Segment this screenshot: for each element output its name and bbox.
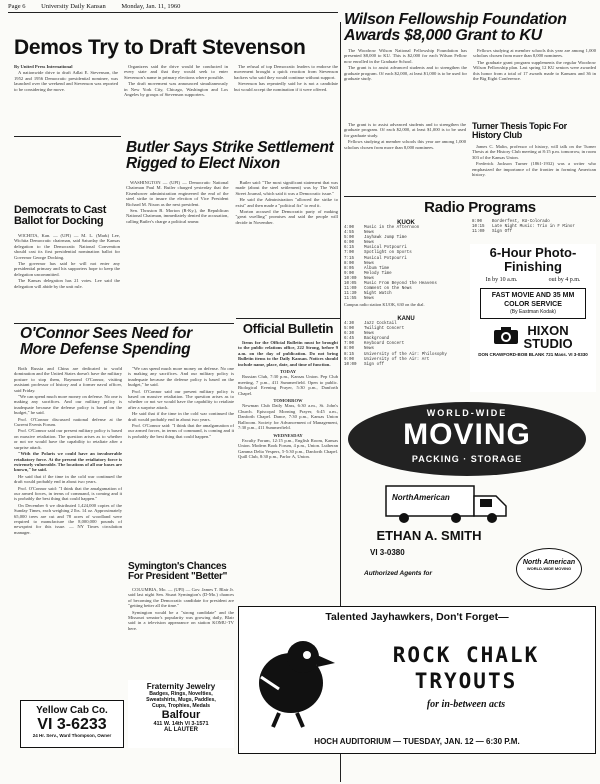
station-label: KANU (397, 316, 415, 322)
story-paragraph: "We can spend much more money on defense. No one is making any sacrifices. And our military policy is inadequate because the defense policy is based on the budget," he said. (14, 394, 122, 416)
bulletin-items: Russian Club, 7:30 p.m., Kansas Union. Pep Club meeting, 7 p.m., 411 Summerfield. Open to public. Biological Evening Prayer, 5:30 p.m., Danforth Chapel. (238, 374, 338, 396)
story-paragraph: A nationwide drive to draft Adlai E. Stevenson, the 1952 and 1956 Democratic presidential nominee, was launched over the weekend and Stevenson was reported to be considering the move. (14, 70, 118, 92)
tryouts-title: TRYOUTS (414, 669, 518, 693)
radio-show: News (364, 347, 375, 352)
story-paragraph: Prof. O'Connor said: "I think that the amalgamation of our armed forces, in terms of command, is coming and it is probably the best thing that could happen." (14, 485, 122, 502)
radio-kuok (344, 220, 468, 308)
turner-story (472, 144, 596, 194)
balfour-address: 411 W. 14th VI 3-1571 (153, 721, 209, 727)
masthead-rule (8, 12, 338, 13)
six-hour-title: 6-Hour Photo-Finishing (489, 245, 577, 274)
radio-time: 9:00 (344, 271, 355, 276)
radio-time: 6:00 (344, 241, 355, 246)
radio-listing (472, 230, 596, 235)
stevenson-byline: By United Press International (14, 64, 73, 69)
radio-title: Radio Programs (424, 199, 536, 216)
story-paragraph: The grant is to assist advanced students and to strengthen the graduate program. Of each $2,000, at least $1,000 is to be used for graduate study. (344, 122, 466, 138)
radio-show: Background (364, 337, 390, 342)
radio-show: Keyboard Concert (364, 342, 405, 347)
radio-show: University of the Air: Philosophy (364, 352, 447, 357)
story-paragraph: The Kansas delegation has 21 votes. Lee said the delegation will abide by the unit rule. (14, 278, 120, 289)
radio-show: Music in the Afternoon (364, 226, 420, 230)
radio-show: News (364, 297, 375, 302)
issue-date: Monday, Jan. 11, 1960 (121, 3, 181, 10)
radio-show: Album Time (364, 266, 390, 271)
yellow-cab-ad (20, 700, 124, 748)
radio-time: 11:55 (344, 297, 357, 302)
oconnor-story-cont (128, 366, 234, 556)
rock-chalk-ad (238, 606, 596, 754)
radio-show: Borderfest, KU-Colorado (492, 220, 550, 224)
radio-time: 11:30 (344, 292, 357, 297)
radio-time: 6:30 (344, 332, 355, 337)
badge-name: North American (522, 559, 576, 566)
rock-chalk-sub: for in-between acts (426, 699, 506, 710)
world-wide-label: WORLD-WIDE (426, 408, 508, 418)
radio-show: Late Night Music: Trio in F Minor (492, 225, 575, 230)
story-paragraph: Prof. O'Connor discussed national defense at the Current Events Forum. (14, 416, 122, 428)
symington-story (128, 587, 234, 675)
wilson-headline: Wilson Fellowship Foundation Awards $8,000 Grant to KU (344, 11, 567, 45)
yellow-cab-address: 24 Hr. Serv., Ward Thompson, Owner (32, 733, 112, 738)
radio-show: Musical Potpourri (364, 246, 407, 251)
kodak-note: (By Eastman Kodak) (510, 309, 556, 315)
radio-show: News (364, 231, 375, 236)
moving-label: MOVING (403, 418, 531, 451)
story-paragraph: He said the Administration "allowed the strike to exist" and then made a "political fix" to end it. (235, 197, 338, 208)
balfour-line: Badges, Rings, Novelties, (149, 691, 213, 697)
radio-show: Jazz Cocktail (364, 322, 397, 326)
packing-storage-label: PACKING · STORAGE (411, 454, 523, 464)
bulletin-items: Faculty Forum, 12:15 p.m., English Room, Kansas Union. Modern Book Forum, 4 p.m., Union. Lutheran Gamma Delta Vespers, 5-5:30 p.m., Danforth Chapel. Quill Club, 8:30 p.m., Parlor A, Union. (238, 437, 338, 460)
film-service: FAST MOVIE AND 35 MM COLOR SERVICE (491, 292, 575, 308)
radio-time: 10:00 (344, 362, 357, 367)
divider (236, 318, 340, 319)
story-paragraph: "With the Polaris we could have an invulnerable retaliatory force. At the present the retaliatory force is extremely vulnerable. The locations of all our bases are known," he said. (14, 451, 122, 473)
story-paragraph: WASHINGTON — (UPI) — Democratic National Chairman Paul M. Butler charged yesterday that the Eisenhower administration engineered the end of the steel strike to insure the election of Vice President Richard M. Nixon as the next president. (126, 180, 229, 207)
rock-chalk-tagline: Talented Jayhawkers, Don't Forget— (325, 611, 509, 623)
six-hour-ad (470, 244, 596, 392)
turner-headline: Turner Thesis Topic For History Club (472, 121, 567, 141)
bulletin-day: TOMORROW (273, 398, 303, 404)
radio-time: 11:00 (344, 287, 357, 292)
symington-headline: Symington's Chances For President "Better" (128, 561, 228, 583)
radio-show: Night Watch (364, 292, 392, 297)
divider (344, 196, 596, 197)
story-paragraph: The governor has said he will not enter any presidential primary and his supporters hope to keep the delegation uncommitted. (14, 261, 120, 277)
radio-time: 10:15 (472, 225, 485, 230)
radio-show: Spotlight on Sports (364, 251, 412, 256)
story-paragraph: Prof. O'Connor said our present military policy is based on massive retaliation. The question arises as to whether or not we would have the capability to retaliate after a surprise attack. (14, 428, 122, 450)
paper-name: University Daily Kansan (41, 3, 106, 10)
radio-show: Comment on the News (364, 287, 412, 292)
radio-show: Music From Beyond the Heavens (364, 282, 437, 287)
balfour-name: Balfour (161, 709, 201, 721)
story-paragraph: Stevenson has repeatedly said he is not a candidate but would accept the nomination if it were offered. (234, 81, 338, 92)
balfour-ad (128, 680, 234, 748)
story-paragraph: Sen. Thruston B. Morton (R-Ky.), the Republican National Chairman, immediately denied the accusation, calling Butler's charge a political smear. (126, 208, 229, 224)
radio-show: News (364, 261, 375, 266)
rock-chalk-title: ROCK CHALK (392, 643, 540, 667)
radio-show: Melody Time (364, 271, 392, 276)
agent-phone: VI 3-0380 (370, 548, 405, 557)
authorized-agents: Authorized Agents for (364, 570, 433, 577)
jayhawk-icon (251, 629, 337, 733)
radio-right (472, 220, 596, 235)
camera-icon (493, 325, 519, 349)
story-paragraph: The graduate grant program supplements the regular Woodrow Wilson Fellowship plan. Last spring 12 KU seniors were awarded this honor from a total of 17 awards made to Kansans and 36 in the Big Eight Conference. (473, 59, 596, 82)
radio-show: Sign Off (492, 230, 513, 235)
story-paragraph: "We can spend much more money on defense. No one is making any sacrifices. And our military policy is inadequate because the defense policy is based on the budget," he said. (128, 366, 234, 388)
story-paragraph: Fellows studying at member schools this year are among 1,000 scholars chosen from more than 8,000 nominees. (473, 48, 596, 59)
story-paragraph: On December 6 we distributed 1,424,000 copies of the Sunday Times, each weighing 2 lbs. 14 oz. Approximately 65,000 trees are cut and 78 acres of woodland were required to manufacture the 8,000,000 pounds of newsprint for this issue. — NY Times circulation manager. (14, 502, 122, 535)
radio-time: 8:00 (472, 220, 483, 224)
agent-name: ETHAN A. SMITH (376, 528, 482, 543)
radio-time: 8:15 (344, 352, 355, 357)
north-american-badge (516, 548, 582, 590)
bulletin-day: TODAY (279, 369, 297, 375)
story-paragraph: The Woodrow Wilson National Fellowship Foundation has presented $8,000 to KU. This is $2,000 for each Wilson Fellow now enrolled in the Graduate School. (344, 48, 467, 64)
bulletin-body (238, 340, 338, 602)
democrats-headline: Democrats to Cast Ballot for Docking (14, 204, 107, 228)
oconnor-headline: O'Connor Sees Need for More Defense Spending (20, 325, 192, 358)
story-paragraph: WICHITA, Kan. — (UPI) — M. L. (Mark) Lee, Wichita Democratic chairman, said Saturday the Kansas delegation to the Democratic National Convention should cast its first presidential nomination ballot for Governor George Docking. (14, 233, 120, 260)
story-paragraph: Fellows studying at member schools this year are among 1,000 scholars chosen from more than 8,000 nominees. (344, 139, 466, 150)
radio-time: 4:30 (344, 322, 355, 326)
story-paragraph: Prof. O'Connor said: "I think that the amalgamation of our armed forces, in terms of command, is coming and it is probably the best thing that could happen." (128, 423, 234, 439)
radio-time: 10:00 (344, 276, 357, 281)
balfour-line: Sweatshirts, Mugs, Paddles, (146, 697, 216, 703)
kuok-note: Campus radio station KUOK, 630 on the dial. (344, 302, 425, 308)
butler-headline: Butler Says Strike Settlement Rigged to Elect Nixon (126, 139, 334, 172)
radio-time: 7:15 (344, 256, 355, 261)
radio-time: 10:05 (344, 282, 357, 287)
story-paragraph: Symington would be a "strong candidate" and the Missouri senator's popularity was growing daily, Blair said in a television appearance on station KOMU-TV here. (128, 609, 234, 631)
moving-ad (344, 398, 596, 604)
bulletin-day: WEDNESDAY (273, 432, 303, 438)
balfour-line: Cups, Trophies, Medals (152, 703, 210, 709)
stevenson-headline: Demos Try to Draft Stevenson (14, 36, 306, 59)
democrats-story (14, 233, 120, 323)
hixon-studio: HIXON STUDIO (523, 323, 573, 351)
radio-time: 9:00 (344, 357, 355, 362)
stevenson-story (14, 64, 338, 198)
radio-time: 7:00 (344, 251, 355, 256)
butler-story (126, 180, 338, 316)
story-paragraph: The grant is to assist advanced students and to strengthen the graduate program. Of each $2,000, at least $1,000 is to be used for graduate study. (344, 65, 467, 82)
story-paragraph: He said that if the time in the cold war continued the draft would probably end in about two years. (128, 411, 234, 422)
oconnor-story (14, 366, 122, 696)
moving-truck-icon (384, 482, 510, 530)
radio-show: Musical Potpourri (364, 256, 407, 261)
radio-show: Twilight Concert (364, 327, 405, 332)
yellow-cab-phone: VI 3-6233 (37, 716, 107, 733)
story-paragraph: Morton accused the Democratic party of making "great swelling" promises and said the people will decide in November. (235, 209, 338, 225)
story-paragraph: James C. Malin, professor of history, will talk on the Turner Thesis at the History Club meeting at 8:15 p.m. tomorrow, in room 303 of the Kansas Union. (472, 144, 596, 160)
radio-time: 8:00 (344, 347, 355, 352)
station-label: KUOK (397, 220, 415, 226)
page-number: Page 6 (8, 3, 26, 10)
radio-show: Jayhawk Jump Time (364, 236, 407, 241)
radio-time: 6:15 (344, 246, 355, 251)
studio-address: DON CRAWFORD-BOB BLANK 721 Mass. VI 3-0330 (478, 352, 588, 357)
radio-show: University of the Air: Art (364, 357, 430, 362)
story-paragraph: Organizers said the drive would be conducted in every state and that they would seek to enter Stevenson's name in primary elections where possible. (124, 64, 228, 80)
radio-time: 5:00 (344, 327, 355, 332)
radio-show: Sign off (364, 362, 385, 367)
radio-show: News (364, 276, 375, 281)
divider (14, 136, 121, 137)
yellow-cab-title: Yellow Cab Co. (36, 705, 108, 716)
balfour-line: Fraternity Jewelry (146, 682, 216, 691)
radio-time: 8:00 (344, 261, 355, 266)
bulletin-title: Official Bulletin (242, 321, 334, 336)
badge-sub: WORLD-WIDE MOVING (526, 566, 572, 571)
balfour-agent: AL LAUTER (164, 727, 198, 733)
story-paragraph: Butler said: "The most significant statement that was made (about the steel settlement) was by The Wall Street Journal, which said it was a Democratic issue." (235, 180, 338, 196)
radio-time: 6:45 (344, 337, 355, 342)
radio-show: News (364, 332, 375, 337)
story-paragraph: The refusal of top Democratic leaders to endorse the movement brought a quick reaction from Stevenson backers who said they would continue without support. (234, 64, 338, 80)
wilson-story-cont (344, 122, 466, 186)
radio-kanu (344, 316, 468, 368)
radio-time: 8:05 (344, 266, 355, 271)
radio-time: 5:00 (344, 236, 355, 241)
bulletin-items: Newman Club Daily Mass, 6:30 a.m., St. John's Church. Episcopal Morning Prayer, 6:45 a.m., Danforth Chapel. Dance, 7:30 p.m., Kansas Union Ballroom. Society for Advancement of Management, 7:30 p.m., 411 Summerfield. (238, 403, 338, 431)
radio-time: 4:55 (344, 231, 355, 236)
story-paragraph: COLUMBIA, Mo. — (UPI) — Gov. James T. Blair Jr. said last night Sen. Stuart Symington's (D-Mo.) chances of becoming the Democratic candidate for president are "getting better all the time." (128, 587, 234, 609)
truck-logo: NorthAmerican (392, 493, 450, 502)
divider (14, 323, 234, 324)
radio-time: 11:00 (472, 230, 485, 235)
story-paragraph: He said that if the time in the cold war continued the draft would probably end in about two years. (14, 473, 122, 485)
rock-chalk-footer: HOCH AUDITORIUM — TUESDAY, JAN. 12 — 6:30 P.M. (314, 737, 520, 746)
radio-time: 4:00 (344, 226, 355, 230)
story-paragraph: Prof. O'Connor said our present military policy is based on massive retaliation. The question arises as to whether or not we would have the capability to retaliate after a surprise attack. (128, 388, 234, 410)
bulletin-intro: Items for the Official Bulletin must be brought to the public relations office, 222 Strong, before 9 a.m. on the day of publication. Do not bring Bulletin items to the Daily Kansan. Notices should include name, place, date, and time of function. (238, 340, 338, 367)
wilson-story (344, 48, 596, 120)
story-paragraph: Frederick Jackson Turner (1861-1932) was a writer who emphasized the importance of the frontier in forming American history. (472, 161, 596, 178)
in-time: In by 10 a.m. (485, 277, 518, 283)
masthead (8, 3, 338, 10)
out-time: out by 4 p.m. (548, 277, 581, 283)
story-paragraph: Both Russia and China are dedicated to world domination and the United States doesn't have the military posture to stop them, Raymond O'Connor, visiting assistant professor of history and a former naval officer, said Friday. (14, 366, 122, 393)
radio-listing (344, 363, 468, 368)
radio-time: 7:00 (344, 342, 355, 347)
radio-show: News (364, 241, 375, 246)
story-paragraph: The draft movement was announced simultaneously in New York City, Chicago, Washington and Los Angeles by groups of Stevenson supporters. (124, 81, 228, 98)
